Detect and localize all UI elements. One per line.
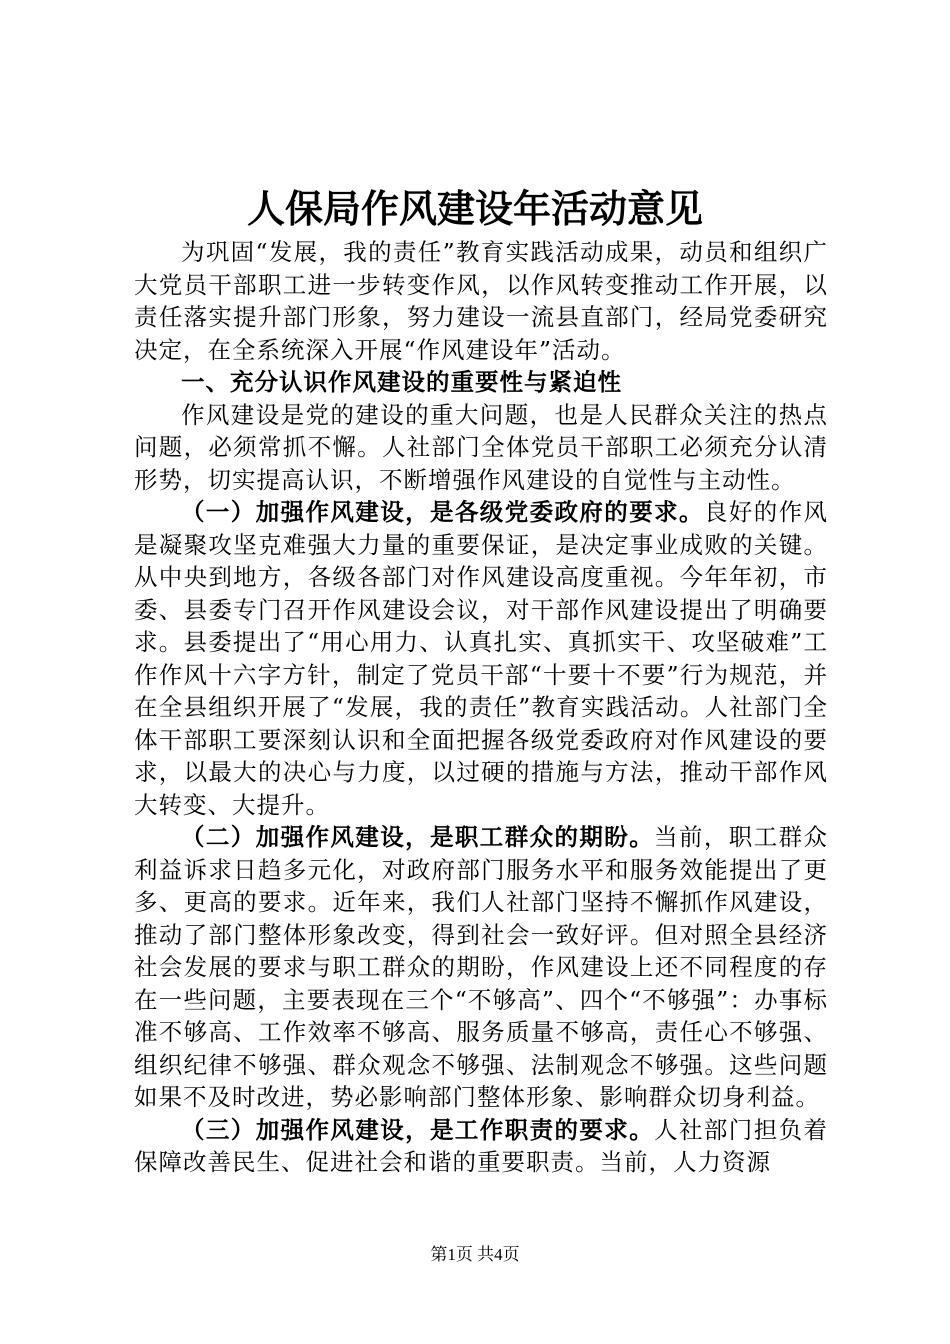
item-paragraph-2	[134, 821, 828, 1114]
item-lead-2: （二）加强作风建设，是职工群众的期盼。	[181, 823, 655, 851]
item-lead-1: （一）加强作风建设，是各级党委政府的要求。	[181, 498, 704, 526]
section-heading-1: 一、充分认识作风建设的重要性与紧迫性	[181, 368, 622, 396]
item-text-3: 人社部门担负着保障改善民生、促进社会和谐的重要职责。当前，人力资源	[134, 1115, 829, 1176]
item-paragraph-3	[134, 1114, 828, 1179]
item-text-1: 良好的作风是凝聚攻坚克难强大力量的重要保证，是决定事业成败的关键。从中央到地方，各级各部门对作风建设高度重视。今年年初，市委、县委专门召开作风建设会议，对干部作风建设提出了明确要求。县委提出了“用心用力、认真扎实、真抓实干、攻坚破难”工作作风十六字方针，制定了党员干部“十要十不要”行为规范，并在全县组织开展了“发展，我的责任”教育实践活动。人社部门全体干部职工要深刻认识和全面把握各级党委政府对作风建设的要求，以最大的决心与力度，以过硬的措施与方法，推动干部作风大转变、大提升。	[134, 498, 829, 819]
intro-paragraph: 为巩固“发展，我的责任”教育实践活动成果，动员和组织广大党员干部职工进一步转变作风，以作风转变推动工作开展，以责任落实提升部门形象，努力建设一流县直部门，经局党委研究决定，在全系统深入开展“作风建设年”活动。	[134, 238, 828, 364]
item-lead-3: （三）加强作风建设，是工作职责的要求。	[181, 1115, 655, 1144]
document-body	[134, 236, 828, 1179]
document-title: 人保局作风建设年活动意见	[246, 187, 703, 231]
page-footer: 第1页 共4页	[430, 1245, 520, 1264]
section-paragraph-1: 作风建设是党的建设的重大问题，也是人民群众关注的热点问题，必须常抓不懈。人社部门全体党员干部职工必须充分认清形势，切实提高认识，不断增强作风建设的自觉性与主动性。	[134, 400, 828, 494]
item-paragraph-1	[134, 496, 828, 821]
item-text-2: 当前，职工群众利益诉求日趋多元化，对政府部门服务水平和服务效能提出了更多、更高的要求。近年来，我们人社部门坚持不懈抓作风建设，推动了部门整体形象改变，得到社会一致好评。但对照全县经济社会发展的要求与职工群众的期盼，作风建设上还不同程度的存在一些问题，主要表现在三个“不够高”、四个“不够强”：办事标准不够高、工作效率不够高、服务质量不够高，责任心不够强、组织纪律不够强、群众观念不够强、法制观念不够强。这些问题如果不及时改进，势必影响部门整体形象、影响群众切身利益。	[134, 823, 829, 1111]
